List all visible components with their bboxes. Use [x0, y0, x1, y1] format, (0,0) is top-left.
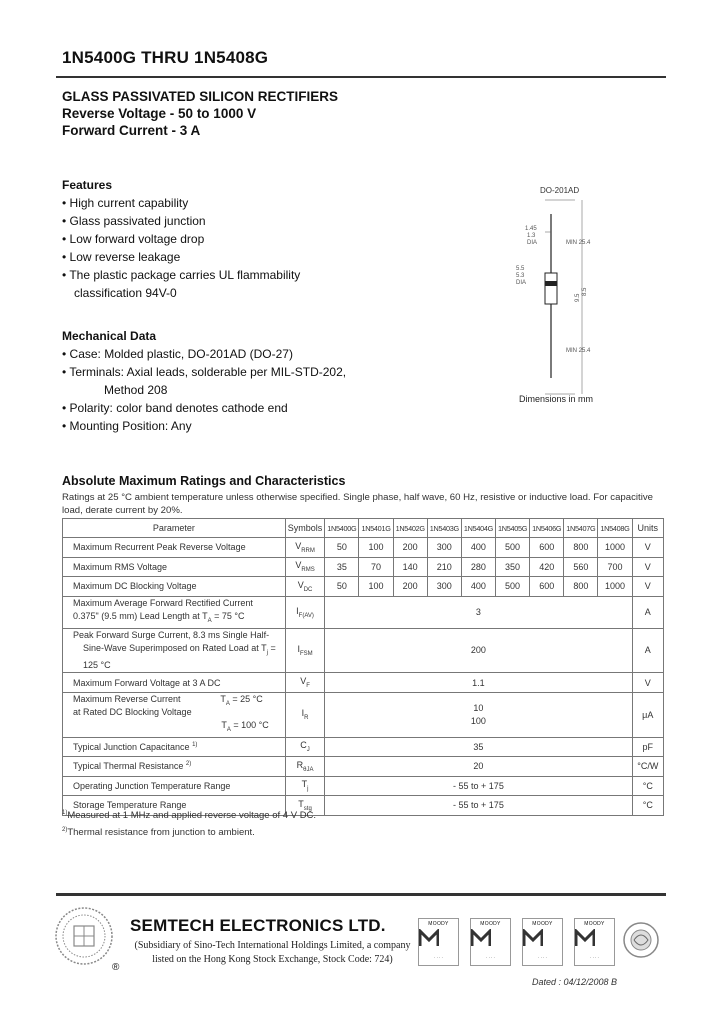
forward-current-line: Forward Current - 3 A: [62, 123, 201, 138]
list-item: classification 94V-0: [74, 286, 177, 300]
table-cell: 100: [359, 538, 393, 558]
table-cell: [325, 692, 632, 737]
list-item: • Low forward voltage drop: [62, 232, 205, 246]
param-line: at Rated DC Blocking Voltage $T_A = 100$ °C: [73, 706, 269, 733]
table-cell: 700: [598, 557, 632, 577]
symbol-vrms: $V_{RMS}$: [285, 557, 325, 577]
ratings-heading: Absolute Maximum Ratings and Characteristics: [62, 474, 346, 488]
body-length-value: 9.5: [575, 293, 581, 302]
table-row: [63, 673, 664, 693]
param-line: Peak Forward Surge Current, 8.3 ms Single Half-: [73, 629, 270, 640]
param-cj: Typical Junction Capacitance $^{1)}$: [63, 737, 286, 757]
body-dia-value: 5.5: [516, 266, 525, 272]
table-cell: 1000: [598, 577, 632, 597]
param-line: 0.375" (9.5 mm) Lead Length at $T_A = 75$ °C: [73, 610, 245, 624]
symbol-ifav: $I_{F(AV)}$: [285, 596, 325, 628]
param-line: Maximum Average Forward Rectified Current: [73, 597, 253, 608]
table-cell: 400: [461, 538, 495, 558]
list-item: • High current capability: [62, 196, 189, 210]
header-symbols: Symbols: [285, 519, 325, 538]
table-row: [63, 692, 664, 737]
body-length-min-value: 8.5: [582, 287, 588, 296]
moody-m-icon: [419, 929, 439, 947]
subtitle: GLASS PASSIVATED SILICON RECTIFIERS: [62, 89, 339, 104]
diagram-package-label: DO-201AD: [540, 186, 580, 195]
value-line: 10: [473, 702, 484, 713]
header-device: 1N5405G: [496, 519, 530, 538]
table-header-row: [63, 519, 664, 538]
table-cell: - 55 to + 175: [325, 776, 632, 796]
body-dia-label: DIA: [516, 280, 527, 286]
cathode-band: [545, 281, 557, 286]
symbol-ifsm: $I_{FSM}$: [285, 628, 325, 673]
table-row: [63, 557, 664, 577]
table-cell: 300: [427, 538, 461, 558]
certification-badge: MOODY · · · ·: [470, 918, 511, 966]
lead-dia-min-value: 1.3: [527, 233, 536, 239]
table-cell: 1000: [598, 538, 632, 558]
param-vrrm: Maximum Recurrent Peak Reverse Voltage: [63, 538, 286, 558]
symbol-tj: $T_j$: [285, 776, 325, 796]
param-line: Maximum Reverse Current $T_A = 25$ °C: [73, 693, 263, 707]
certification-badge: MOODY · · · ·: [418, 918, 459, 966]
mechanical-list: [62, 345, 346, 435]
ratings-note: Ratings at 25 °C ambient temperature unless otherwise specified. Single phase, half wave, 60 Hz, resistive or inductive load. For capacitive load, derate current by 20%.: [62, 492, 653, 516]
unit-cell: °C: [632, 796, 663, 816]
unit-cell: V: [632, 538, 663, 558]
header-device: 1N5404G: [461, 519, 495, 538]
table-cell: 210: [427, 557, 461, 577]
table-cell: 800: [564, 538, 598, 558]
table-cell: 420: [530, 557, 564, 577]
footer-rule: [56, 893, 666, 896]
body-dia-min-value: 5.3: [516, 273, 525, 279]
table-cell: 3: [325, 596, 632, 628]
table-cell: 35: [325, 557, 359, 577]
moody-m-icon: [471, 929, 491, 947]
header-device: 1N5403G: [427, 519, 461, 538]
symbol-vrrm: $V_{RRM}$: [285, 538, 325, 558]
table-cell: 200: [393, 577, 427, 597]
title-rule: [56, 76, 666, 78]
header-device: 1N5407G: [564, 519, 598, 538]
mechanical-heading: Mechanical Data: [62, 329, 157, 343]
table-cell: 400: [461, 577, 495, 597]
list-item: • Polarity: color band denotes cathode end: [62, 401, 288, 415]
param-line: 125 °C: [83, 660, 111, 671]
table-cell: 800: [564, 577, 598, 597]
table-cell: 560: [564, 557, 598, 577]
table-cell: 1.1: [325, 673, 632, 693]
company-logo-icon: [54, 906, 114, 966]
features-list: [62, 194, 300, 302]
certification-badge: MOODY · · · ·: [574, 918, 615, 966]
certification-badge: MOODY · · · ·: [522, 918, 563, 966]
sgs-certification-icon: [620, 920, 662, 964]
symbol-tstg: $T_{stg}$: [285, 796, 325, 816]
symbol-rth: $R_{\theta JA}$: [285, 757, 325, 777]
table-cell: 35: [325, 737, 632, 757]
param-tstg: Storage Temperature Range: [63, 796, 286, 816]
footnote-1: $^{1)}$Measured at 1 MHz and applied reverse voltage of 4 V DC.: [62, 810, 317, 822]
table-cell: 300: [427, 577, 461, 597]
table-cell: 350: [496, 557, 530, 577]
symbol-vdc: $V_{DC}$: [285, 577, 325, 597]
min-length-bottom: MIN 25.4: [566, 348, 591, 354]
list-item: • Low reverse leakage: [62, 250, 181, 264]
symbol-vf: $V_F$: [285, 673, 325, 693]
value-line: 100: [470, 715, 486, 726]
header-device: 1N5401G: [359, 519, 393, 538]
table-cell: 600: [530, 577, 564, 597]
symbol-cj: $C_J$: [285, 737, 325, 757]
param-line: Sine-Wave Superimposed on Rated Load at $T_j$ =: [83, 642, 276, 656]
list-item: • The plastic package carries UL flammability: [62, 268, 301, 282]
unit-cell: V: [632, 577, 663, 597]
table-cell: 200: [393, 538, 427, 558]
table-cell: - 55 to + 175: [325, 796, 632, 816]
unit-cell: A: [632, 628, 663, 673]
table-row: [63, 628, 664, 673]
table-row: [63, 776, 664, 796]
unit-cell: V: [632, 557, 663, 577]
diode-body: [545, 273, 557, 304]
table-cell: 50: [325, 577, 359, 597]
table-cell: 140: [393, 557, 427, 577]
table-cell: 500: [496, 577, 530, 597]
table-cell: 280: [461, 557, 495, 577]
param-rth: Typical Thermal Resistance $^{2)}$: [63, 757, 286, 777]
ratings-table: [62, 518, 664, 816]
unit-cell: μA: [632, 692, 663, 737]
unit-cell: °C/W: [632, 757, 663, 777]
registered-mark: ®: [112, 962, 120, 973]
package-outline-diagram: [500, 180, 660, 410]
table-cell: 100: [359, 577, 393, 597]
dated-stamp: Dated : 04/12/2008 B: [532, 977, 618, 987]
table-cell: 70: [359, 557, 393, 577]
footnote-2: $^{2)}$Thermal resistance from junction to ambient.: [62, 827, 255, 839]
min-length-top: MIN 25.4: [566, 240, 591, 246]
reverse-voltage-line: Reverse Voltage - 50 to 1000 V: [62, 106, 257, 121]
list-item: Method 208: [104, 383, 168, 397]
header-units: Units: [632, 519, 663, 538]
param-vrms: Maximum RMS Voltage: [63, 557, 286, 577]
header-device: 1N5402G: [393, 519, 427, 538]
unit-cell: A: [632, 596, 663, 628]
company-name: SEMTECH ELECTRONICS LTD.: [130, 916, 386, 935]
table-row: [63, 737, 664, 757]
features-heading: Features: [62, 178, 113, 192]
list-item: • Glass passivated junction: [62, 214, 206, 228]
list-item: • Mounting Position: Any: [62, 419, 192, 433]
header-parameter: Parameter: [63, 519, 286, 538]
param-tj: Operating Junction Temperature Range: [63, 776, 286, 796]
diagram-caption: Dimensions in mm: [519, 394, 594, 404]
moody-m-icon: [575, 929, 595, 947]
param-ifsm: [63, 628, 286, 673]
param-vdc: Maximum DC Blocking Voltage: [63, 577, 286, 597]
param-vf: Maximum Forward Voltage at 3 A DC: [63, 673, 286, 693]
header-device: 1N5408G: [598, 519, 632, 538]
table-row: [63, 757, 664, 777]
header-device: 1N5400G: [325, 519, 359, 538]
table-row: [63, 596, 664, 628]
moody-m-icon: [523, 929, 543, 947]
page-title: 1N5400G THRU 1N5408G: [62, 48, 269, 67]
list-item: • Terminals: Axial leads, solderable per MIL-STD-202,: [62, 365, 347, 379]
company-subsidiary-note: (Subsidiary of Sino-Tech International Holdings Limited, a company listed on the Hong Kong Stock Exchange, Stock Code: 724): [134, 940, 411, 965]
lead-dia-label: DIA: [527, 240, 538, 246]
header-device: 1N5406G: [530, 519, 564, 538]
unit-cell: °C: [632, 776, 663, 796]
symbol-ir: $I_R$: [285, 692, 325, 737]
table-cell: 500: [496, 538, 530, 558]
table-cell: 200: [325, 628, 632, 673]
param-ifav: [63, 596, 286, 628]
unit-cell: pF: [632, 737, 663, 757]
table-cell: 50: [325, 538, 359, 558]
unit-cell: V: [632, 673, 663, 693]
footnotes: [62, 806, 316, 840]
table-cell: 600: [530, 538, 564, 558]
table-cell: 20: [325, 757, 632, 777]
table-row: [63, 577, 664, 597]
table-row: [63, 538, 664, 558]
param-ir: [63, 692, 286, 737]
lead-dia-value: 1.45: [525, 226, 537, 232]
list-item: • Case: Molded plastic, DO-201AD (DO-27): [62, 347, 293, 361]
